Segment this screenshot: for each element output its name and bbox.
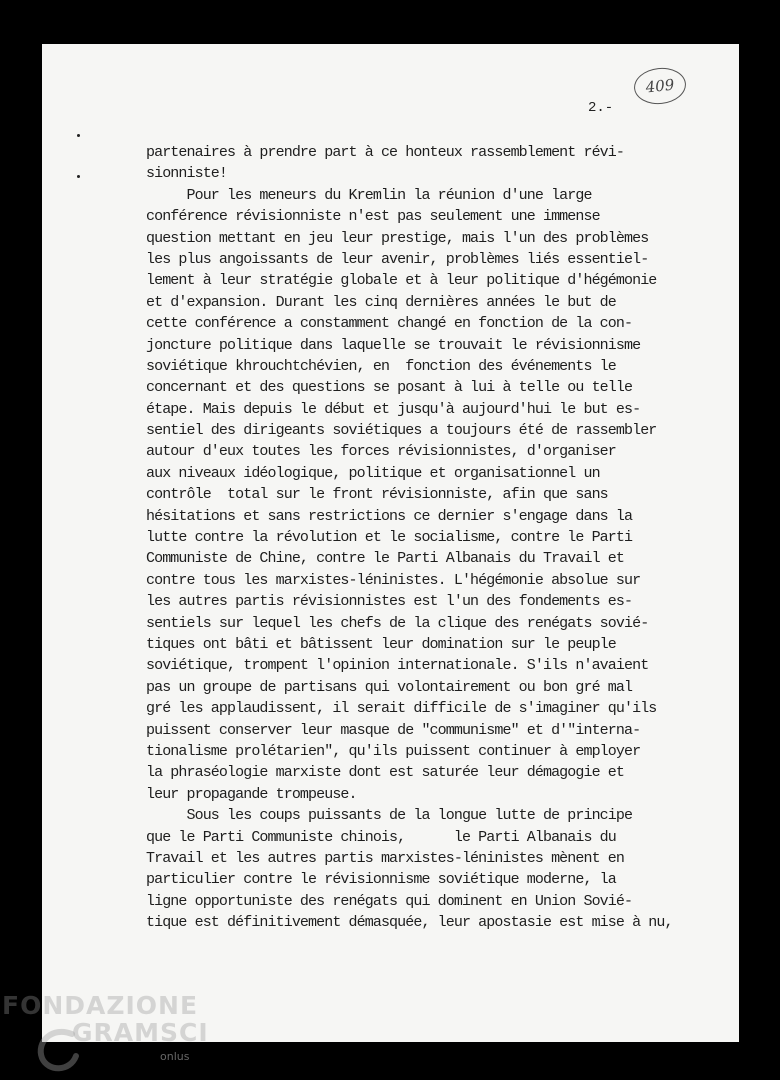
text-line: que le Parti Communiste chinois, le Parti Albanais du xyxy=(146,828,616,846)
text-line: et d'expansion. Durant les cinq dernières années le but de xyxy=(146,293,616,311)
text-line: la phraséologie marxiste dont est saturée leur démagogie et xyxy=(146,764,624,782)
text-line: étape. Mais depuis le début et jusqu'à aujourd'hui le but es- xyxy=(146,400,641,418)
text-line: conférence révisionniste n'est pas seulement une immense xyxy=(146,208,600,226)
text-line: les autres partis révisionnistes est l'un des fondements es- xyxy=(146,593,633,611)
text-line: sentiels sur lequel les chefs de la clique des renégats sovié- xyxy=(146,614,649,632)
text-line: aux niveaux idéologique, politique et organisationnel un xyxy=(146,464,600,482)
text-line: leur propagande trompeuse. xyxy=(146,785,357,803)
watermark-suffix: onlus xyxy=(160,1050,190,1063)
text-line: hésitations et sans restrictions ce dernier s'engage dans la xyxy=(146,507,633,525)
archive-number-stamp xyxy=(632,65,687,106)
margin-mark-2 xyxy=(77,175,80,178)
text-line: Communiste de Chine, contre le Parti Albanais du Travail et xyxy=(146,550,624,568)
body-text xyxy=(146,142,716,933)
document-page xyxy=(42,44,739,1042)
text-line: sentiel des dirigeants soviétiques a toujours été de rassembler xyxy=(146,422,657,440)
margin-mark-1 xyxy=(77,134,80,137)
page-number: 2.- xyxy=(588,100,614,116)
archive-number: 409 xyxy=(644,75,676,97)
text-line: tique est définitivement démasquée, leur apostasie est mise à nu, xyxy=(146,914,673,932)
watermark-line-1: FONDAZIONE xyxy=(2,991,199,1020)
watermark-line-2: GRAMSCI xyxy=(72,1018,209,1047)
text-line: sionniste! xyxy=(146,165,228,183)
text-line: Travail et les autres partis marxistes-léninistes mènent en xyxy=(146,849,624,867)
text-line: Sous les coups puissants de la longue lutte de principe xyxy=(146,807,633,825)
text-line: concernant et des questions se posant à lui à telle ou telle xyxy=(146,379,633,397)
text-line: tionalisme prolétarien", qu'ils puissent continuer à employer xyxy=(146,742,641,760)
text-line: particulier contre le révisionnisme soviétique moderne, la xyxy=(146,871,616,889)
text-line: lement à leur stratégie globale et à leur politique d'hégémonie xyxy=(146,272,657,290)
text-line: Pour les meneurs du Kremlin la réunion d'une large xyxy=(146,186,592,204)
text-line: ligne opportuniste des renégats qui dominent en Union Sovié- xyxy=(146,892,633,910)
text-line: joncture politique dans laquelle se trouvait le révisionnisme xyxy=(146,336,641,354)
text-line: autour d'eux toutes les forces révisionnistes, d'organiser xyxy=(146,443,616,461)
text-line: soviétique khrouchtchévien, en fonction des événements le xyxy=(146,357,616,375)
text-line: les plus angoissants de leur avenir, problèmes liés essentiel- xyxy=(146,250,649,268)
text-line: pas un groupe de partisans qui volontairement ou bon gré mal xyxy=(146,678,633,696)
text-line: tiques ont bâti et bâtissent leur domination sur le peuple xyxy=(146,635,616,653)
text-line: gré les applaudissent, il serait difficile de s'imaginer qu'ils xyxy=(146,700,657,718)
text-line: soviétique, trompent l'opinion internationale. S'ils n'avaient xyxy=(146,657,649,675)
text-line: cette conférence a constamment changé en fonction de la con- xyxy=(146,315,633,333)
text-line: lutte contre la révolution et le socialisme, contre le Parti xyxy=(146,529,633,547)
text-line: puissent conserver leur masque de "communisme" et d'"interna- xyxy=(146,721,641,739)
text-line: question mettant en jeu leur prestige, mais l'un des problèmes xyxy=(146,229,649,247)
text-line: contrôle total sur le front révisionniste, afin que sans xyxy=(146,486,608,504)
text-line: contre tous les marxistes-léninistes. L'hégémonie absolue sur xyxy=(146,571,641,589)
text-line: partenaires à prendre part à ce honteux rassemblement révi- xyxy=(146,144,624,161)
